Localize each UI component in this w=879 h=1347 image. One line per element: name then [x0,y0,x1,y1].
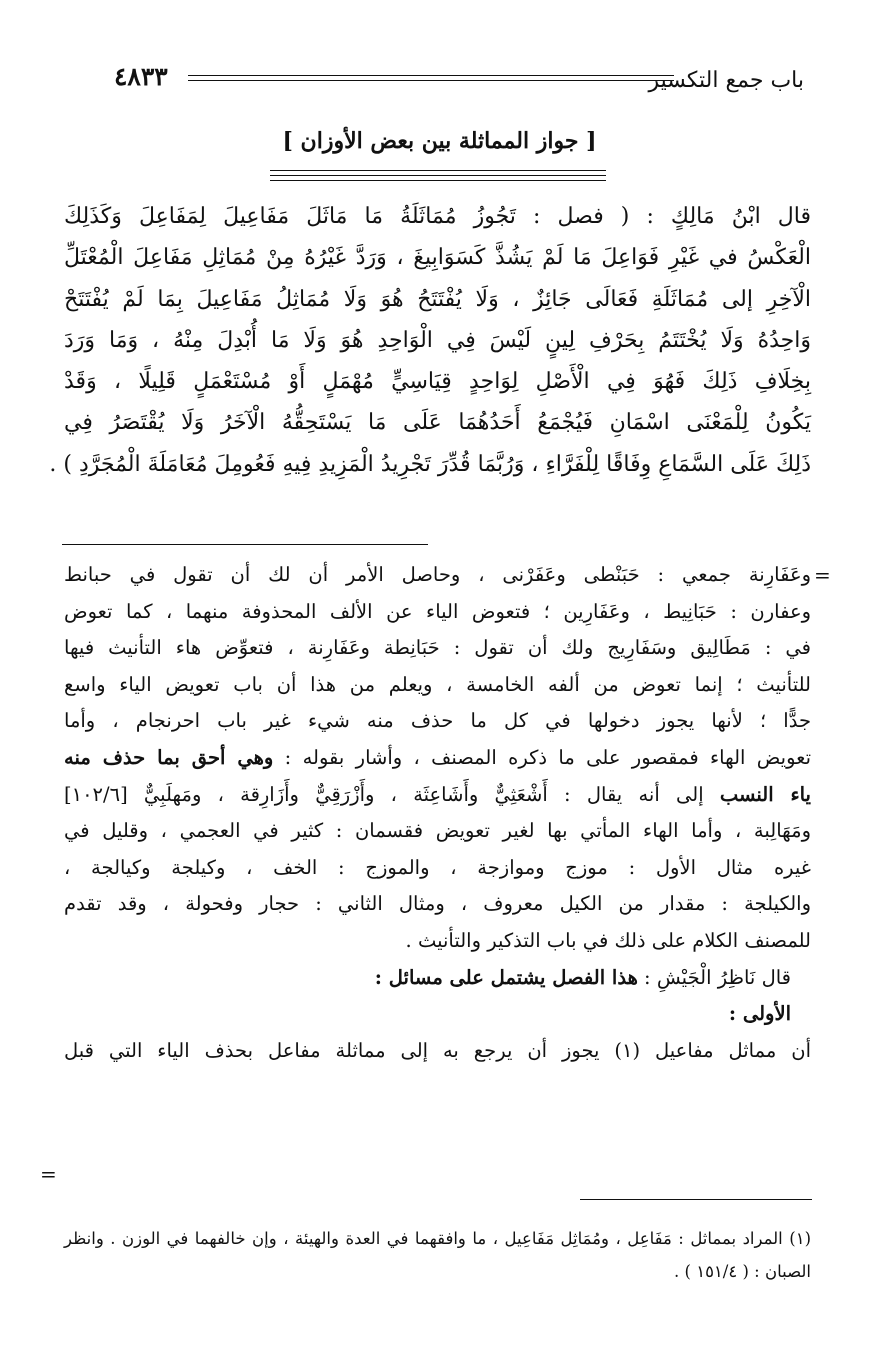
quoted-bold-text: وهي أحق بما حذف منه [64,745,274,769]
matn-line: يَكُونُ لِلْمَعْنَى اسْمَانِ فَيُجْمَعُ أَحَدُهُمَا عَلَى مَا يَسْتَحِقُّهُ الْآخَرُ وَلَا يُقْتَصَرُ فِي [64,410,811,436]
section-title: [ جواز المماثلة بين بعض الأوزان ] [282,128,597,154]
quoted-bold-text: ياء النسب [719,782,811,806]
commentary-plain-text: إلى أنه يقال : أَشْعَثِيٌّ وأَشَاعِثَة ، وأَزْرَقِيٌّ وأَزَارِقة ، ومَهلَبِيٌّ [١٠٢/٦] [64,782,720,806]
commentary-line: ومَهَالِبة ، وأما الهاء المأتي بها لغير تعويض فقسمان : كثير في العجمي ، وقليل في [64,819,811,843]
quoted-bold-text: هذا الفصل يشتمل على مسائل : [374,965,638,989]
footnote [64,1222,811,1288]
matn-line: بِخِلَافِ ذَلِكَ فَهُوَ فِي الْأَصْلِ لِوَاحِدٍ قِيَاسِيٍّ مُهْمَلٍ أَوْ مُسْتَعْمَلٍ قَلِيلًا ، وَقَدْ [64,369,811,395]
running-header-chapter: باب جمع التكسير [648,68,804,93]
commentary-line: في : مَطَالِيق وسَفَارِيج ولك أن تقول : حَبَانِطة وعَفَارِنة ، فتعوِّض هاء التأنيث فيها [64,636,811,660]
title-rule-3 [270,180,606,181]
footnote-line: (١) المراد بمماثل : مَفَاعِل ، ومُمَاثِل مَفَاعِيل ، ما وافقهما في العدة والهيئة ، وإن خالفهما في الوزن . وانظر [64,1229,811,1248]
commentary-line: وعَفَارِنة جمعي : حَبَنْطى وعَفَرْنى ، وحاصل الأمر أن لك أن تقول في حبانط [64,563,811,586]
commentary-line: جدًّا ؛ لأنها يجوز دخولها في كل ما حذف منه شيء غير باب احرنجام ، وأما [64,709,811,733]
footnote-line: الصبان : ( ١٥١/٤ ) . [674,1262,811,1281]
commentary-text [64,557,811,1069]
commentary-line: أن مماثل مفاعيل (١) يجوز أن يرجع به إلى مماثلة مفاعل بحذف الياء التي قبل [64,1038,811,1062]
page-number: ٤٨٣٣ [114,62,168,91]
matn-separator-rule [62,544,428,545]
matn-text [49,196,811,485]
matn-line: ذَلِكَ عَلَى السَّمَاعِ وِفَاقًا لِلْفَرَّاءِ ، وَرُبَّمَا قُدِّرَ تَجْرِيدُ الْمَزِيدِ فِيهِ فَعُومِلَ مُعَامَلَةَ الْمُجَرَّدِ ) . [49,451,811,477]
matn-line: قال ابْنُ مَالِكٍ : ( فصل : تَجُوزُ مُمَاثَلَةُ مَا مَاثَلَ مَفَاعِيلَ لِمَفَاعِلَ وَكَذَلِكَ [64,204,811,229]
commentary-line: والكيلجة : مقدار من الكيل معروف ، ومثال الثاني : حجار وفحولة ، وقد تقدم [64,892,811,916]
commentary-plain-text: قال نَاظِرُ الْجَيْشِ : [637,965,791,989]
commentary-line: للتأنيث ؛ إنما تعوض من ألفه الخامسة ، ويعلم من هذا أن باب تعويض الياء واسع [64,672,811,696]
matn-line: الْعَكْسُ في غَيْرِ فَوَاعِلَ مَا لَمْ يَشُذَّ كَسَوَابِيغَ ، وَرَدَّ غَيْرُهُ مِنْ مُمَاثِلِ مَفَاعِلَ الْمُعْتَلِّ [64,245,811,271]
commentary-line [64,960,811,997]
title-rule-2 [270,175,606,176]
header-double-rule [188,75,674,81]
end-continuation-mark: = [40,1162,57,1186]
commentary-line [64,740,811,777]
footnote-rule [580,1199,812,1200]
commentary-plain-text: تعويض الهاء فمقصور على ما ذكره المصنف ، وأشار بقوله : [273,745,811,769]
matn-line: وَاحِدُهُ وَلَا يُخْتَتَمُ بِحَرْفِ لِينٍ لَيْسَ فِي الْوَاحِدِ هُوَ وَلَا مَا أُبْدِلَ مِنْهُ ، وَمَا وَرَدَ [64,327,811,353]
continuation-mark: = [814,563,831,587]
matn-line: الْآخِرِ إلى مُمَاثَلَةِ فَعَالَى جَائِزٌ ، وَلَا يُفْتَتَحُ هُوَ وَلَا مُمَاثِلُ مَفَاعِيلَ بِمَا لَمْ يُفْتَتَحْ [64,286,811,312]
commentary-line: وعفارن : حَبَانِيط ، وعَفَارِين ؛ فتعوض الياء عن الألف المحذوفة منهما ، كما تعوض [64,599,811,623]
commentary-line [64,777,811,814]
commentary-line: غيره مثال الأول : موزج وموازجة ، والموزج : الخف ، وكيلجة وكيالجة ، [64,855,811,879]
title-rule-1 [270,170,606,171]
commentary-heading: الأولى : [728,1002,791,1026]
commentary-line: للمصنف الكلام على ذلك في باب التذكير والتأنيث . [405,928,811,952]
